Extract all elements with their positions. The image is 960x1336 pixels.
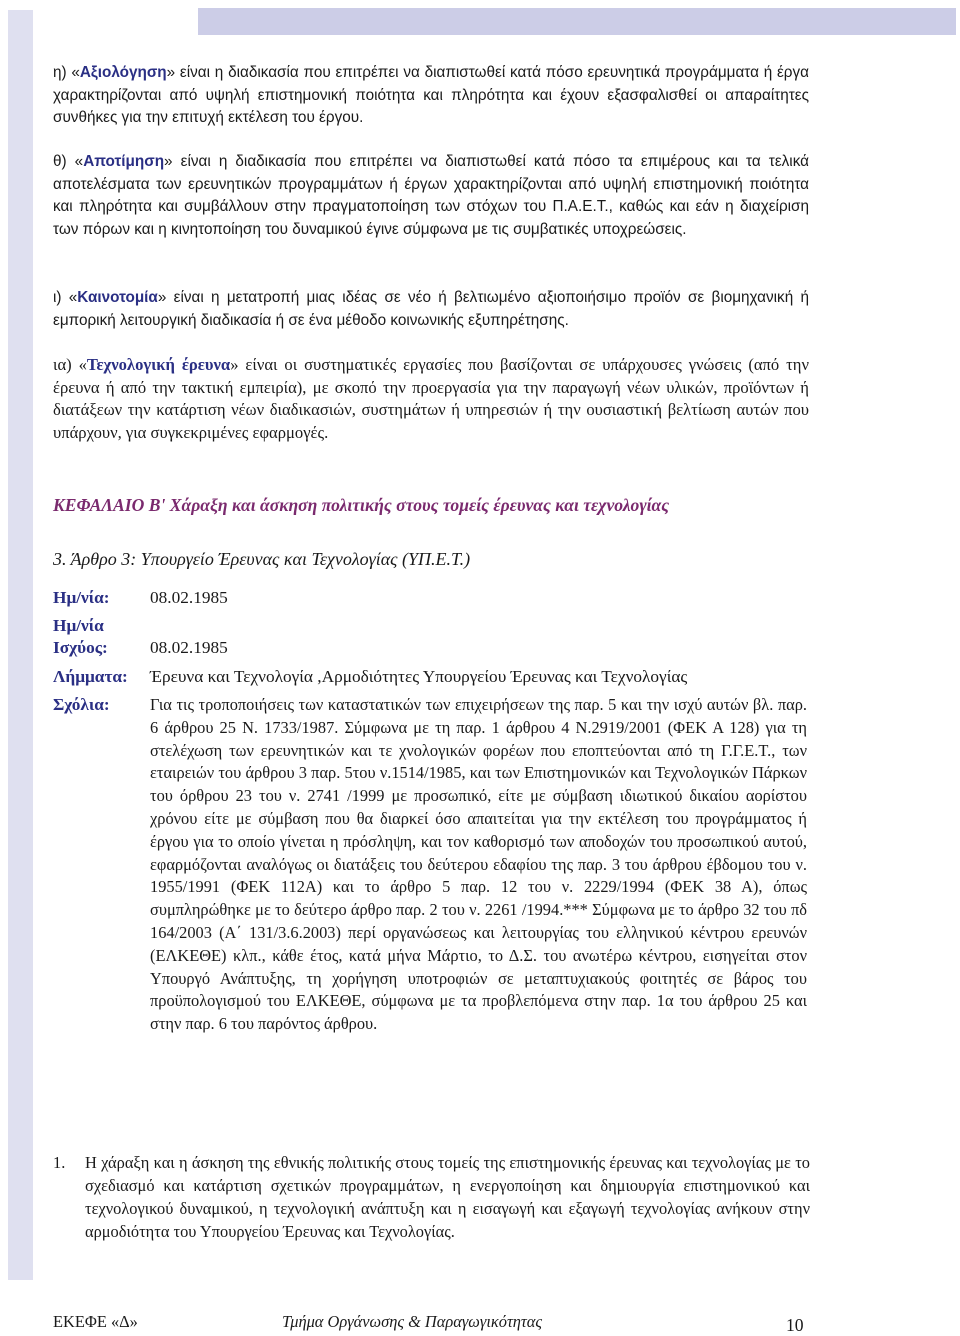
chapter-title: ΚΕΦΑΛΑΙΟ Β' Χάραξη και άσκηση πολιτικής στους τομείς έρευνας και τεχνολογίας <box>53 495 670 515</box>
lemmas-value: Έρευνα και Τεχνολογία ,Αρμοδιότητες Υπουργείου Έρευνας και Τεχνολογίας <box>150 667 688 686</box>
item-number: 1. <box>53 1153 66 1172</box>
paragraph-iota-alpha-text: » είναι οι συστηματικές εργασίες που βασίζονται σε υπάρχουσες γνώσεις (από την έρευνα ή από την τακτική εμπειρία), με σκοπό την προεργασία για την παραγωγή νέων υλικών, προϊόντων ή διατάξεων την κατάρτιση νέων διαδικασιών, συστημάτων ή υπηρεσιών ή την ουσιαστική βελτίωση αυτών που υπάρχουν, για συγκεκριμένες εφαρμογές. <box>53 355 809 442</box>
top-decorative-bar <box>198 8 956 35</box>
paragraph-iota-alpha <box>53 354 809 444</box>
comments-label: Σχόλια: <box>53 695 110 714</box>
paragraph-iota-prefix: ι) « <box>53 289 78 306</box>
paragraph-eta-text: » είναι η διαδικασία που επιτρέπει να διαπιστωθεί κατά πόσο ερευνητικά προγράμματα ή έργα χαρακτηρίζονται από υψηλή επιστημονική ποιότητα και πληρότητα και έχουν εξασφαλισθεί οι απαραίτητες συνθήκες για την επιτυχή εκτέλεση του έργου. <box>53 64 809 127</box>
paragraph-theta-text: » είναι η διαδικασία που επιτρέπει να διαπιστωθεί κατά πόσο τα επιμέρους και τα τελικά αποτελέσματα των ερευνητικών προγραμμάτων ή έργων χαρακτηρίζονται από υψηλή επιστημονική ποιότητα και πληρότητα και συμβάλλουν στην πραγματοποίηση των στόχων του Π.Α.Ε.Τ., καθώς και εάν η διαχείριση των πόρων και η κινητοποίηση του δυναμικού έγινε σύμφωνα με τις συμβατικές υποχρεώσεις. <box>53 153 810 238</box>
effective-date-label-line2: Ισχύος: <box>53 638 108 657</box>
paragraph-iota <box>53 287 809 332</box>
paragraph-theta <box>53 151 809 241</box>
term-axiologisi: Αξιολόγηση <box>79 64 167 81</box>
comments-text: Για τις τροποποιήσεις των καταστατικών των επιχειρήσεων της παρ. 5 και την ισχύ αυτών βλ. παρ. 6 άρθρου 25 Ν. 1733/1987. Σύμφωνα με τη παρ. 1 άρθρου 4 Ν.2919/2001 (ΦΕΚ Α 128) για τη στελέχωση των ερευνητικών και τε χνολογικών φορέων που εποπτεύονται από τη Γ.Γ.Ε.Τ., των εταιρειών του άρθρου 3 παρ. 5του ν.1514/1985, και των Επιστημονικών και Τεχνολογικών Πάρκων του όρθρου 23 του ν. 2741 /1999 με προσωπικό, είτε με σύμβαση ιδιωτικού δικαίου αορίστου χρόνου είτε με σύμβαση που θα διαρκεί όσο απαιτείται για την εκτέλεση του προγράμματος ή έργου για το οποίο γίνεται η πρόσληψη, και τον καθορισμό των αποδοχών του προσωπικού αυτού, εφαρμόζονται αναλόγως οι διατάξεις του δεύτερου εδαφίου της παρ. 3 του άρθρου έβδομου του ν. 1955/1991 (ΦΕΚ 112Α) και το άρθρο 5 παρ. 12 του ν. 2229/1994 (ΦΕΚ 38 Α), όπως συμπληρώθηκε με το δεύτερο άρθρο παρ. 2 του ν. 2261 /1994.*** Σύμφωνα με το άρθρο 32 του πδ 164/2003 (Α΄ 131/3.6.2003) περί οργανώσεως και λειτουργίας του ελληνικού κέντρου ερευνών (ΕΛΚΕΘΕ) κλπ., κάθε έτος, κατά μήνα Μάρτιο, το Δ.Σ. του ανωτέρω κέντρου, εισηγείται στον Υπουργό Ανάπτυξης, τη χορήγηση υποτροφιών σε μεταπτυχιακούς φοιτητές σε βάρος του προϋπολογισμού του ΕΛΚΕΘΕ, σύμφωνα με τα προβλεπόμενα στην παρ. 1α του άρθρου 25 και στην παρ. 6 του παρόντος άρθρου. <box>150 695 807 1034</box>
effective-date-label-line1: Ημ/νία <box>53 616 104 635</box>
date-label: Ημ/νία: <box>53 588 110 607</box>
term-kainotomia: Καινοτομία <box>77 289 158 306</box>
article-title: 3. Άρθρο 3: Υπουργείο Έρευνας και Τεχνολογίας (ΥΠ.Ε.Τ.) <box>53 549 471 569</box>
article-item-1 <box>53 1151 810 1243</box>
paragraph-eta-prefix: η) « <box>53 64 80 81</box>
paragraph-iota-text: » είναι η μετατροπή μιας ιδέας σε νέο ή βελτιωμένο αξιοποιήσιμο προϊόν σε βιομηχανική ή εμπορική λειτουργική διαδικασία ή σε ένα μέθοδο κοινωνικής εξυπηρέτησης. <box>53 289 810 329</box>
paragraph-theta-prefix: θ) « <box>53 153 84 170</box>
page-number: 10 <box>786 1315 804 1335</box>
footer-department: Τμήμα Οργάνωσης & Παραγωγικότητας <box>282 1312 543 1331</box>
left-decorative-bar <box>8 10 33 1280</box>
term-technologiki-erevna: Τεχνολογική έρευνα <box>86 355 231 374</box>
item-text: Η χάραξη και η άσκηση της εθνικής πολιτικής στους τομείς της επιστημονικής έρευνας και τεχνολογίας με το σχεδιασμό και κατάρτιση σχετικών προγραμμάτων, η ενεργοποίηση και δημιουργία επιστημονικού και τεχνολογικού δυναμικού, η τεχνολογική ανάπτυξη και η εισαγωγή και εξαγωγή τεχνολογίας ανήκουν στην αρμοδιότητα του Υπουργείου Έρευνας και Τεχνολογίας. <box>85 1153 810 1241</box>
term-apotimisi: Αποτίμηση <box>83 153 165 170</box>
paragraph-eta <box>53 62 809 130</box>
date-value: 08.02.1985 <box>150 588 228 607</box>
lemmas-label: Λήμματα: <box>53 667 128 686</box>
paragraph-iota-alpha-prefix: ια) « <box>53 355 87 374</box>
footer-organization: ΕΚΕΦΕ «Δ» <box>53 1312 138 1331</box>
effective-date-value: 08.02.1985 <box>150 638 228 657</box>
